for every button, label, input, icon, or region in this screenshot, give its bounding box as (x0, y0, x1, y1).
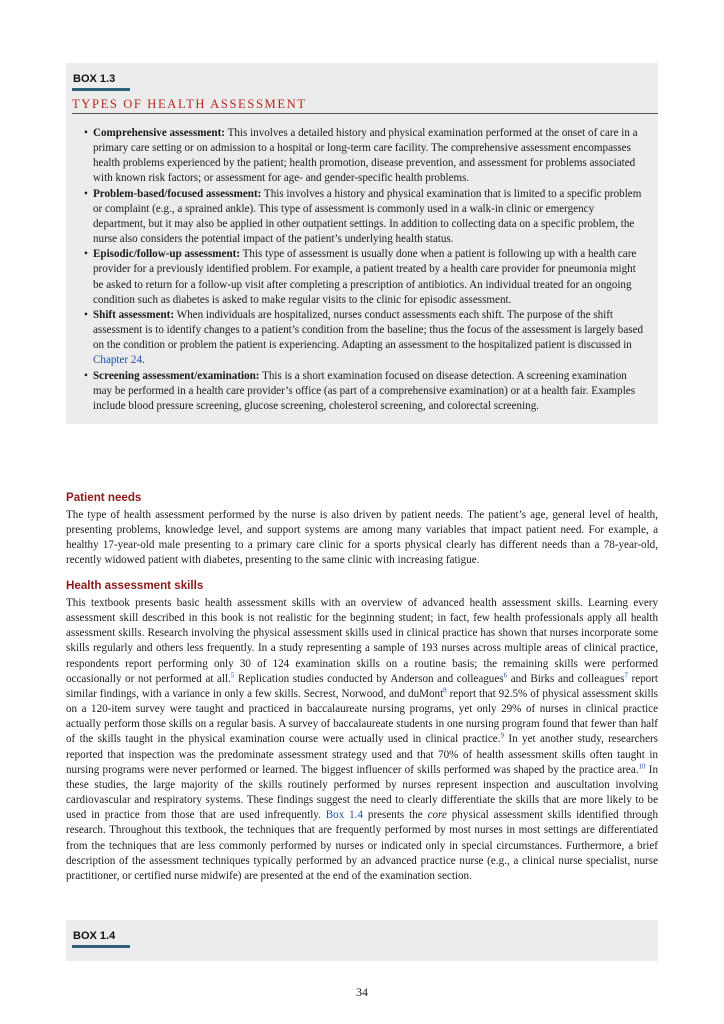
bullet-icon: • (84, 248, 88, 261)
chapter-24-link[interactable]: Chapter 24 (93, 354, 142, 367)
box-label-rule (72, 945, 130, 948)
list-item (84, 126, 646, 187)
reference-9[interactable]: 9 (500, 731, 505, 740)
item-term: Screening assessment/examination: (93, 369, 260, 382)
list-item (84, 369, 646, 414)
text-run: report that 92.5% of physical assessment skills on a 120-item survey were taught and practiced in baccalaureate nursing programs, yet only 29% of nurses in clinical practice actually perform those skills on a regular basis. A survey of baccalaureate students in one nursing program found that fewer than half of the skills taught in the physical examination course were actually used in clinical practice. (66, 687, 658, 746)
reference-7[interactable]: 7 (624, 671, 628, 680)
bullet-icon: • (84, 187, 88, 200)
section-heading: Health assessment skills (66, 579, 204, 592)
list-item (84, 187, 646, 248)
paragraph (66, 596, 658, 884)
list-item (84, 247, 646, 308)
assessment-types-list (72, 126, 652, 414)
bullet-icon: • (84, 127, 88, 139)
item-term: Episodic/follow-up assessment: (93, 248, 241, 261)
item-text: When individuals are hospitalized, nurses conduct assessments each shift. The purpose of the shift assessment is to identify changes to a patient’s condition from the baseline; thus the focus of the assessment is largely based on the condition or problem the patient is experiencing. Adapting an assessment to the hospitalized patient is discussed in (93, 308, 644, 352)
item-text: This type of assessment is usually done when a patient is following up with a health care provider for a previously identified problem. For example, a patient treated by a health care provider for pneumonia might be asked to return for a follow-up visit after completing a prescription of antibiotics. An individual treated for an ongoing condition such as diabetes is asked to make regular visits to the clinic for episodic assessment. (93, 248, 637, 306)
patient-needs-section (66, 491, 658, 569)
box-1-3 (66, 63, 658, 424)
page-number: 34 (356, 985, 368, 999)
item-term: Comprehensive assessment: (93, 127, 225, 139)
bullet-icon: • (84, 308, 88, 321)
text-run: This textbook presents basic health assessment skills with an overview of advanced health assessment skills. Learning every assessment skill described in this book is not realistic for the beginning student; in fact, few health professionals apply all health assessment skills. Research involving the physical assessment skills used in clinical practice has shown that nurses incorporate some skills regularly and others less frequently. In a study representing a sample of 193 nurses across multiple areas of clinical practice, respondents report performing only 30 of 124 examination skills on a routine basis; the remaining skills were performed occasionally or not performed at all. (66, 597, 658, 685)
item-text: This is a short examination focused on disease detection. A screening examination may be performed in a health care provider’s office (as part of a comprehensive examination) or at a health fair. Examples include blood pressure screening, glucose screening, cholesterol screening, and colorectal screening. (93, 369, 636, 412)
list-item (84, 308, 646, 369)
reference-6[interactable]: 6 (503, 671, 508, 680)
box-label: BOX 1.4 (73, 930, 116, 942)
paragraph: The type of health assessment performed by the nurse is also driven by patient needs. The patient’s age, general level of health, presenting problems, knowledge level, and support systems are among many variables that impact patient need. For example, a healthy 17-year-old male presenting to a primary care clinic for a sports physical clearly has different needs than a 78-year-old, recently widowed patient with diabetes, presenting to the same clinic with increasing fatigue. (66, 509, 658, 567)
health-assessment-skills-section (66, 579, 658, 884)
box-label: BOX 1.3 (73, 73, 116, 85)
emphasis: core (427, 809, 447, 822)
item-text-end: . (142, 354, 145, 367)
text-run: physical assessment skills identified through research. Throughout this textbook, the techniques that are frequently performed by most nurses in most settings are differentiated from the techniques that are less commonly performed by nurses or indicated only in special circumstances. Furthermore, a brief description of the assessment techniques typically performed by an advanced practice nurse (e.g., a clinical nurse specialist, nurse practitioner, or certified nurse midwife) are presented at the end of the examination section. (66, 809, 658, 882)
box-label-rule (72, 88, 130, 91)
item-term: Shift assessment: (93, 308, 175, 321)
item-text: This involves a history and physical examination that is limited to a specific problem or complaint (e.g., a sprained ankle). This type of assessment is commonly used in a walk-in clinic or emergency department, but it may also be applied in other outpatient settings. In addition to collecting data on a specific problem, the nurse also considers the potential impact of the patient’s underlying health status. (93, 187, 642, 246)
reference-10[interactable]: 10 (638, 762, 646, 771)
bullet-icon: • (84, 369, 88, 382)
text-run: and Birks and colleagues (507, 672, 625, 685)
item-term: Problem-based/focused assessment: (93, 187, 262, 200)
reference-5[interactable]: 5 (230, 671, 235, 680)
text-run: report similar findings, with a variance in only a few skills. Secrest, Norwood, and duMont (66, 672, 658, 700)
text-run: Replication studies conducted by Anderson and colleagues (234, 672, 504, 685)
box-1-4 (66, 920, 658, 961)
text-run: In yet another study, researchers reported that inspection was the predominate assessment strategy used and that 70% of health assessment skills often taught in nursing programs were never performed or learned. The biggest influencer of skills performed was shaped by the practice area. (66, 733, 659, 776)
item-text: This involves a detailed history and physical examination performed at the onset of care in a primary care setting or on admission to a hospital or long-term care facility. The comprehensive assessment encompasses health problems experienced by the patient; health promotion, disease prevention, and assessment for problems associated with known risk factors; or assessment for age- and gender-specific health problems. (93, 127, 638, 185)
text-run: presents the (363, 809, 428, 822)
reference-8[interactable]: 8 (443, 686, 447, 695)
text-run: In these studies, the large majority of the skills routinely performed by nurses represent inspection and auscultation involving cardiovascular and respiratory systems. These findings suggest the need to clearly differentiate the skills that are more likely to be used in practice from those that are used infrequently. (66, 763, 659, 822)
box-title: TYPES OF HEALTH ASSESSMENT (72, 97, 307, 111)
section-heading: Patient needs (66, 491, 142, 504)
box-1-4-link[interactable]: Box 1.4 (325, 809, 364, 822)
box-title-rule (72, 113, 658, 114)
